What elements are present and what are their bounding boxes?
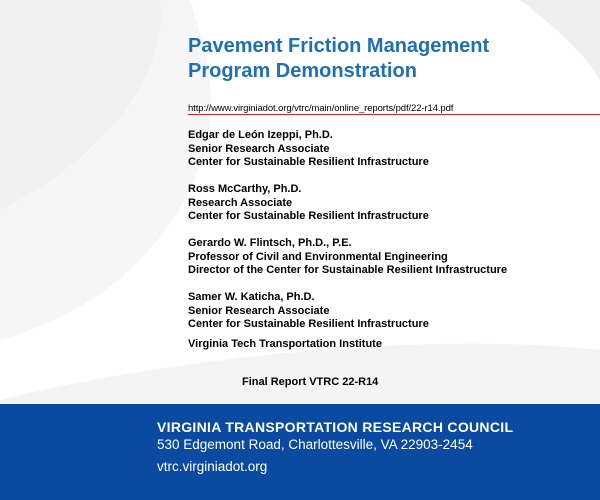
author-name: Ross McCarthy, Ph.D. bbox=[188, 183, 302, 195]
author-block bbox=[188, 129, 588, 170]
report-title-line-2: Program Demonstration bbox=[188, 60, 417, 82]
title-divider bbox=[188, 114, 600, 115]
footer-org-name: VIRGINIA TRANSPORTATION RESEARCH COUNCIL bbox=[157, 419, 514, 435]
footer-website-link[interactable]: vtrc.virginiadot.org bbox=[157, 459, 268, 474]
author-title: Senior Research Associate bbox=[188, 304, 330, 317]
author-block bbox=[188, 237, 588, 278]
report-title-line-1: Pavement Friction Management bbox=[188, 35, 490, 57]
author-affiliation: Center for Sustainable Resilient Infrastructure bbox=[188, 318, 429, 330]
author-list bbox=[188, 129, 588, 345]
report-title bbox=[188, 34, 588, 84]
footer-address: 530 Edgemont Road, Charlottesville, VA 22903-2454 bbox=[157, 437, 473, 452]
author-title: Senior Research Associate bbox=[188, 142, 330, 155]
author-name: Gerardo W. Flintsch, Ph.D., P.E. bbox=[188, 237, 352, 249]
author-title: Professor of Civil and Environmental Engineering bbox=[188, 250, 448, 263]
author-affiliation: Center for Sustainable Resilient Infrastructure bbox=[188, 210, 429, 222]
report-number: Final Report VTRC 22-R14 bbox=[242, 376, 379, 388]
footer-banner bbox=[0, 404, 600, 500]
author-title: Research Associate bbox=[188, 196, 293, 209]
author-affiliation: Director of the Center for Sustainable Resilient Infrastructure bbox=[188, 264, 508, 276]
author-name: Edgar de León Izeppi, Ph.D. bbox=[188, 129, 333, 141]
author-name: Samer W. Katicha, Ph.D. bbox=[188, 291, 315, 303]
author-block bbox=[188, 183, 588, 224]
report-url-link[interactable]: http://www.virginiadot.org/vtrc/main/online_reports/pdf/22-r14.pdf bbox=[188, 103, 454, 114]
author-block bbox=[188, 291, 588, 332]
author-affiliation: Center for Sustainable Resilient Infrastructure bbox=[188, 156, 429, 168]
institute-name: Virginia Tech Transportation Institute bbox=[188, 338, 382, 350]
